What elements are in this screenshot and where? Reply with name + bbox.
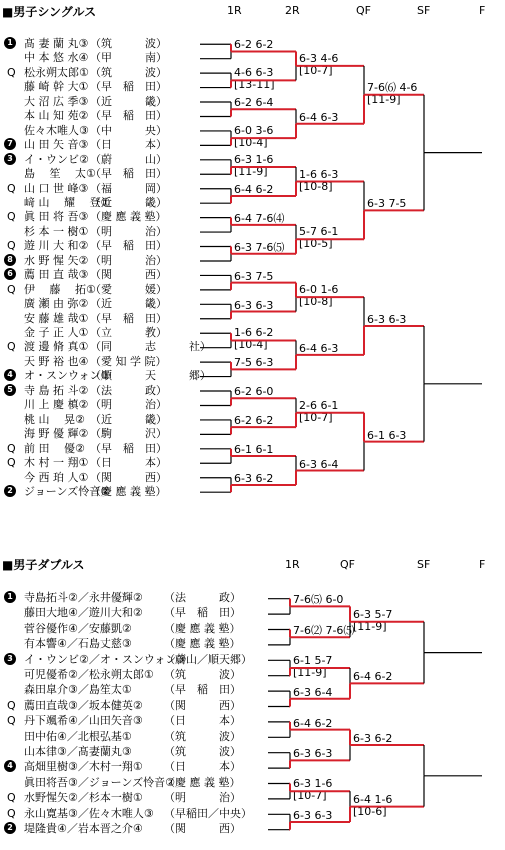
doubles-title: ■男子ダブルス	[2, 558, 85, 572]
school-name: （慶 應 義 塾）	[164, 621, 241, 635]
round-label-f: F	[479, 558, 486, 571]
player-name: イ・ウンビ②／オ・スンウォン③	[24, 652, 187, 666]
score-line: 1-6 6-2	[234, 326, 274, 340]
school-name: （早 稲 田）	[164, 606, 241, 620]
score-line: 6-3 6-4	[299, 457, 339, 471]
score-line: 6-3 7-5	[367, 197, 407, 211]
school-name: （関 西）	[90, 470, 167, 484]
player-name: 渡 邊 脩 真①	[24, 340, 89, 354]
school-name: （近 畿）	[90, 412, 167, 426]
score-line: 6-3 6-3	[367, 313, 407, 326]
player-name: 髙 妻 蘭 丸③	[24, 37, 89, 50]
school-name: （筑 波）	[164, 745, 241, 758]
school-name: （中 央）	[90, 123, 167, 137]
school-name: （蔚 山）	[90, 152, 167, 166]
player-name: 天 野 裕 也④	[24, 354, 89, 368]
player-name: 藤 崎 幹 大①	[24, 80, 89, 94]
qualifier-mark: Q	[7, 791, 16, 805]
school-name: （愛 媛）	[90, 282, 167, 296]
score-line: 7-5 6-3	[234, 356, 274, 370]
player-name: 薦 田 直 哉③	[24, 268, 89, 282]
player-name: 菅谷優作④／安藤凱②	[24, 621, 132, 635]
player-name: 永山寛基③／佐々木唯人③	[24, 806, 154, 820]
round-label-f: F	[479, 4, 486, 17]
round-label-sf: SF	[417, 558, 431, 571]
school-name: （近 畿）	[90, 195, 167, 209]
score-line: 2-6 6-1	[299, 398, 339, 412]
school-name: （駒 沢）	[90, 427, 167, 441]
school-name: （愛 知 学 院）	[90, 354, 167, 368]
score-line: 6-3 6-3	[293, 809, 333, 822]
school-name: （順 天 郷）	[90, 369, 211, 383]
score-line: 6-3 7-6⑸	[234, 240, 285, 254]
school-name: （早 稲 田）	[90, 80, 167, 94]
school-name: （早稲田／中央）	[164, 806, 252, 820]
school-name: （関 西）	[164, 698, 241, 712]
school-name: （日 本）	[90, 456, 167, 470]
school-name: （日 本）	[164, 714, 241, 728]
player-name: 田中佑④／北根弘基①	[24, 729, 132, 743]
player-name: 今 西 珀 人①	[24, 470, 89, 484]
school-name: （関 西）	[90, 268, 167, 282]
score-line: 4-6 6-3	[234, 66, 274, 80]
score-line: 7-6⑸ 6-0	[293, 593, 344, 607]
school-name: （法 政）	[164, 591, 241, 604]
score-line: 5-7 6-1	[299, 225, 339, 239]
score-line: 6-3 1-6	[293, 777, 333, 791]
qualifier-mark: Q	[7, 282, 16, 296]
qualifier-mark: Q	[7, 210, 16, 224]
school-name: （早 稲 田）	[90, 109, 167, 123]
score-line: 6-3 5-7	[353, 607, 393, 621]
player-name: 木 村 一 翔①	[24, 456, 89, 470]
score-line: 6-3 6-2	[353, 732, 393, 745]
player-name: 前 田 優②	[24, 441, 85, 455]
score-line: 6-4 6-3	[299, 341, 339, 355]
school-name: （慶 應 義 塾）	[164, 775, 241, 789]
school-name: （早 稲 田）	[90, 239, 167, 253]
school-name: （日 本）	[90, 138, 167, 152]
score-line: 6-4 6-2	[234, 182, 274, 196]
tiebreak-line: [10-7]	[293, 789, 327, 803]
qualifier-mark: Q	[7, 714, 16, 728]
school-name: （立 教）	[90, 326, 167, 339]
score-line: 6-3 7-5	[234, 269, 274, 283]
school-name: （筑 波）	[90, 65, 167, 79]
player-name: 廣 瀬 由 弥②	[24, 297, 89, 311]
round-label-sf: SF	[417, 4, 431, 17]
player-name: 眞 田 将 吾③	[24, 210, 89, 224]
seed-badge: 3	[4, 153, 16, 165]
school-name: （同 志 社）	[90, 340, 211, 354]
score-line: 6-3 6-4	[293, 685, 333, 699]
seed-badge: 7	[4, 138, 16, 150]
player-name: 山 口 世 峰③	[24, 181, 89, 195]
score-line: 6-2 6-2	[234, 414, 274, 428]
tiebreak-line: [11-9]	[234, 165, 268, 179]
qualifier-mark: Q	[7, 698, 16, 712]
player-name: 堤隆貴④／岩本晋之介④	[24, 822, 143, 835]
school-name: （明 治）	[90, 253, 167, 267]
score-line: 6-3 4-6	[299, 51, 339, 65]
seed-badge: 4	[4, 369, 16, 381]
player-name: 伊 藤 拓①	[24, 282, 96, 296]
tiebreak-line: [10-4]	[234, 338, 268, 352]
seed-badge: 2	[4, 485, 16, 497]
tiebreak-line: [10-5]	[299, 237, 333, 251]
player-name: 可児優希②／松永朔太郎①	[24, 668, 154, 681]
score-line: 6-1 6-1	[234, 443, 274, 457]
round-label-qf: QF	[340, 558, 355, 571]
player-name: ジョーンズ怜音②	[24, 484, 111, 498]
score-line: 6-1 6-3	[367, 428, 407, 442]
player-name: 金 子 正 人①	[24, 326, 89, 339]
seed-badge: 4	[4, 760, 16, 772]
seed-badge: 3	[4, 653, 16, 665]
school-name: （慶 應 義 塾）	[164, 637, 241, 651]
tiebreak-line: [10-7]	[299, 63, 333, 77]
player-name: 有本響④／石島丈慈③	[24, 637, 132, 651]
round-label-qf: QF	[356, 4, 371, 17]
score-line: 6-3 1-6	[234, 153, 274, 167]
tiebreak-line: [10-8]	[299, 179, 333, 193]
player-name: 丹下颯希④／山田矢音③	[24, 714, 143, 728]
score-line: 7-6⑹ 4-6	[367, 80, 418, 94]
school-name: （筑 波）	[90, 37, 167, 50]
player-name: 藤田大地④／遊川大和②	[24, 606, 143, 620]
player-name: 寺島拓斗②／永井優輝②	[24, 591, 143, 604]
player-name: 本 山 知 苑②	[24, 109, 89, 123]
player-name: オ・スンウォン③	[24, 369, 111, 383]
player-name: 薦田直哉③／坂本健英②	[24, 698, 143, 712]
qualifier-mark: Q	[7, 65, 16, 79]
player-name: 﨑 山 耀 登①	[24, 195, 111, 209]
score-line: 6-1 5-7	[293, 654, 333, 667]
tiebreak-line: [11-9]	[367, 92, 401, 106]
tiebreak-line: [11-9]	[293, 666, 327, 679]
player-name: 森田皐介③／島笙太①	[24, 683, 132, 697]
school-name: （明 治）	[164, 791, 241, 805]
player-name: 安 藤 雄 哉①	[24, 311, 89, 325]
tiebreak-line: [10-7]	[299, 410, 333, 424]
tiebreak-line: [13-11]	[234, 78, 275, 92]
score-line: 6-0 3-6	[234, 124, 274, 138]
score-line: 1-6 6-3	[299, 167, 339, 181]
player-name: 遊 川 大 和②	[24, 239, 89, 253]
score-line: 6-4 6-2	[353, 670, 393, 684]
score-line: 6-2 6-2	[234, 38, 274, 52]
tiebreak-line: [10-8]	[299, 295, 333, 309]
school-name: （早 稲 田）	[90, 311, 167, 325]
tiebreak-line: [10-6]	[353, 804, 387, 818]
score-line: 6-4 7-6⑷	[234, 211, 285, 225]
qualifier-mark: Q	[7, 340, 16, 354]
player-name: 眞田将吾③／ジョーンズ怜音②	[24, 775, 175, 789]
seed-badge: 5	[4, 384, 16, 396]
round-label-2r: 2R	[285, 4, 300, 17]
seed-badge: 1	[4, 591, 16, 603]
score-line: 6-4 1-6	[353, 792, 393, 806]
score-line: 6-2 6-4	[234, 96, 274, 110]
school-name: （早 稲 田）	[164, 683, 241, 697]
school-name: （日 本）	[164, 760, 241, 774]
school-name: （筑 波）	[164, 729, 241, 743]
school-name: （近 畿）	[90, 94, 167, 108]
qualifier-mark: Q	[7, 806, 16, 820]
seed-badge: 8	[4, 254, 16, 266]
player-name: 高畑里樹③／木村一翔①	[24, 760, 143, 774]
qualifier-mark: Q	[7, 456, 16, 470]
player-name: 海 野 優 輝②	[24, 427, 89, 441]
player-name: 桃 山 晃②	[24, 412, 85, 426]
player-name: イ・ウンビ②	[24, 152, 89, 166]
player-name: 島 笙 太①	[24, 167, 96, 181]
tiebreak-line: [11-9]	[353, 619, 387, 633]
score-line: 7-6⑵ 7-6⑸	[293, 624, 355, 638]
seed-badge: 6	[4, 268, 16, 280]
score-line: 6-3 6-2	[234, 471, 274, 485]
school-name: （甲 南）	[90, 51, 167, 65]
qualifier-mark: Q	[7, 239, 16, 253]
player-name: 大 沼 広 季③	[24, 94, 89, 108]
school-name: （明 治）	[90, 224, 167, 238]
singles-title: ■男子シングルス	[2, 5, 97, 19]
qualifier-mark: Q	[7, 441, 16, 455]
school-name: （慶 應 義 塾）	[90, 210, 167, 224]
player-name: 水 野 惺 矢②	[24, 253, 89, 267]
score-line: 6-4 6-2	[293, 716, 333, 730]
seed-badge: 2	[4, 822, 16, 834]
qualifier-mark: Q	[7, 181, 16, 195]
score-line: 6-3 6-3	[234, 298, 274, 312]
score-line: 6-2 6-0	[234, 385, 274, 399]
player-name: 松永朔太郎①	[24, 65, 89, 79]
player-name: 佐々木唯人③	[24, 123, 89, 137]
school-name: （近 畿）	[90, 297, 167, 311]
player-name: 寺 島 拓 斗②	[24, 383, 89, 397]
school-name: （筑 波）	[164, 668, 241, 681]
school-name: （蔚山／順天郷）	[164, 652, 252, 666]
seed-badge: 1	[4, 37, 16, 49]
score-line: 6-4 6-3	[299, 110, 339, 124]
score-line: 6-0 1-6	[299, 283, 339, 297]
score-line: 6-3 6-3	[293, 747, 333, 761]
school-name: （法 政）	[90, 383, 167, 397]
player-name: 杉 本 一 樹①	[24, 224, 89, 238]
school-name: （福 岡）	[90, 181, 167, 195]
player-name: 山 田 矢 音③	[24, 138, 89, 152]
round-label-1r: 1R	[227, 4, 242, 17]
player-name: 山本律③／髙妻蘭丸③	[24, 745, 132, 758]
player-name: 水野惺矢②／杉本一樹①	[24, 791, 143, 805]
player-name: 川 上 慶 槙②	[24, 398, 89, 412]
school-name: （関 西）	[164, 822, 241, 835]
school-name: （早 稲 田）	[90, 167, 167, 181]
school-name: （早 稲 田）	[90, 441, 167, 455]
player-name: 中 本 悠 水④	[24, 51, 89, 65]
round-label-1r: 1R	[285, 558, 300, 571]
school-name: （慶 應 義 塾）	[90, 484, 167, 498]
tiebreak-line: [10-4]	[234, 136, 268, 150]
school-name: （明 治）	[90, 398, 167, 412]
